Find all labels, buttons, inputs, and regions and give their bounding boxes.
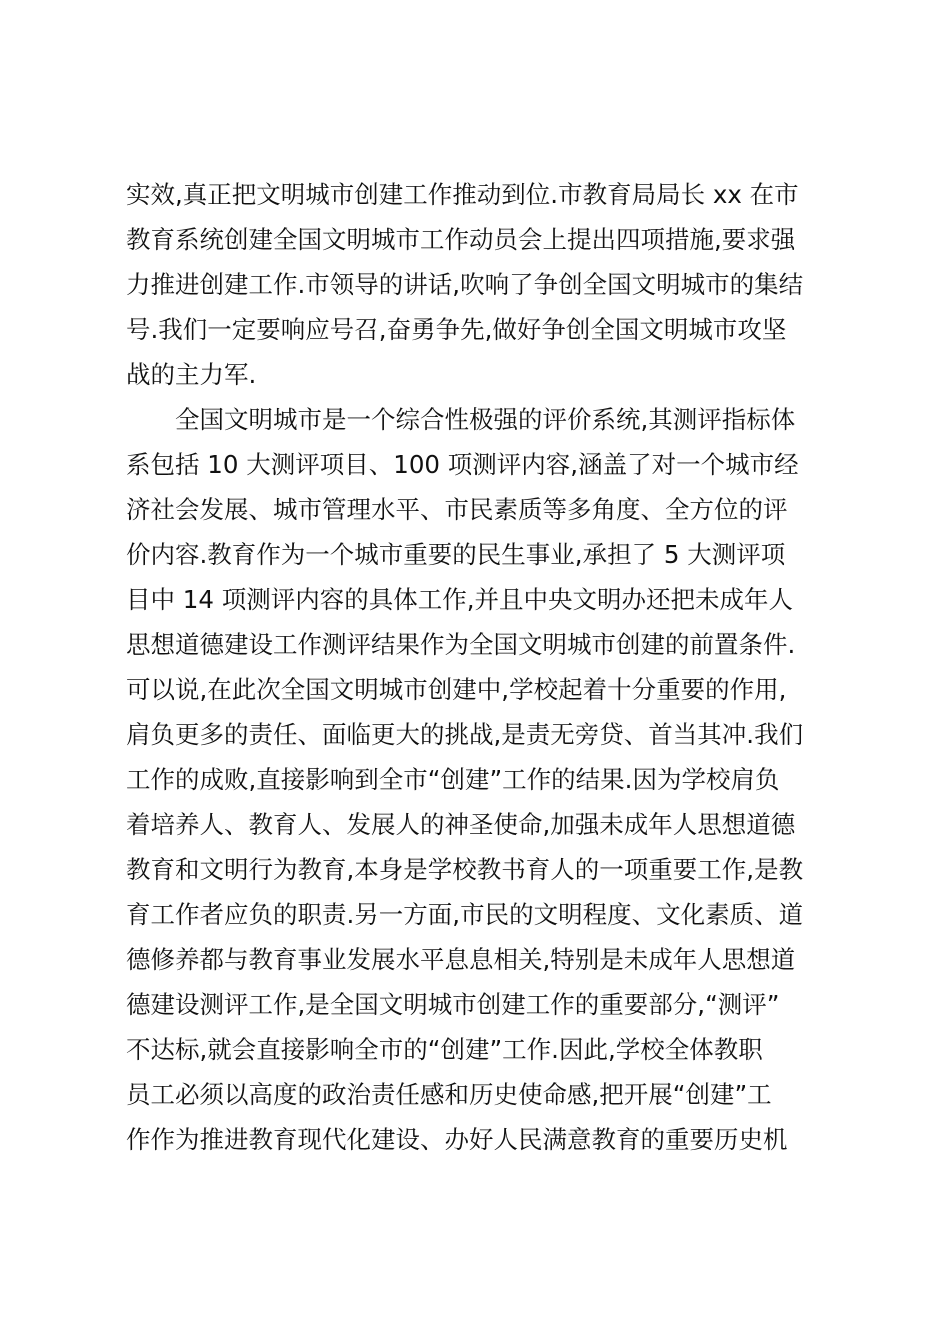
text-line: 战的主力军. bbox=[126, 360, 257, 389]
text-line: 济社会发展、城市管理水平、市民素质等多角度、全方位的评 bbox=[126, 495, 788, 524]
text-line: 着培养人、教育人、发展人的神圣使命,加强未成年人思想道德 bbox=[126, 810, 796, 839]
body-text bbox=[126, 172, 846, 1162]
text-line: 作作为推进教育现代化建设、办好人民满意教育的重要历史机 bbox=[126, 1125, 788, 1154]
text-line: 价内容.教育作为一个城市重要的民生事业,承担了 5 大测评项 bbox=[126, 540, 786, 569]
text-line: 教育系统创建全国文明城市工作动员会上提出四项措施,要求强 bbox=[126, 225, 796, 254]
text-line: 力推进创建工作.市领导的讲话,吹响了争创全国文明城市的集结 bbox=[126, 270, 804, 299]
text-line: 不达标,就会直接影响全市的“创建”工作.因此,学校全体教职 bbox=[126, 1035, 763, 1064]
text-line: 实效,真正把文明城市创建工作推动到位.市教育局局长 xx 在市 bbox=[126, 180, 799, 209]
text-line: 工作的成败,直接影响到全市“创建”工作的结果.因为学校肩负 bbox=[126, 765, 780, 794]
text-line: 育工作者应负的职责.另一方面,市民的文明程度、文化素质、道 bbox=[126, 900, 804, 929]
text-line: 系包括 10 大测评项目、100 项测评内容,涵盖了对一个城市经 bbox=[126, 450, 799, 479]
text-line: 德建设测评工作,是全国文明城市创建工作的重要部分,“测评” bbox=[126, 990, 780, 1019]
text-line: 德修养都与教育事业发展水平息息相关,特别是未成年人思想道 bbox=[126, 945, 796, 974]
text-line: 员工必须以高度的政治责任感和历史使命感,把开展“创建”工 bbox=[126, 1080, 772, 1109]
text-line: 号.我们一定要响应号召,奋勇争先,做好争创全国文明城市攻坚 bbox=[126, 315, 787, 344]
paragraph-start-line: 全国文明城市是一个综合性极强的评价系统,其测评指标体 bbox=[126, 405, 796, 434]
text-line: 可以说,在此次全国文明城市创建中,学校起着十分重要的作用, bbox=[126, 675, 787, 704]
text-line: 教育和文明行为教育,本身是学校教书育人的一项重要工作,是教 bbox=[126, 855, 804, 884]
text-line: 思想道德建设工作测评结果作为全国文明城市创建的前置条件. bbox=[126, 630, 796, 659]
text-line: 目中 14 项测评内容的具体工作,并且中央文明办还把未成年人 bbox=[126, 585, 794, 614]
text-line: 肩负更多的责任、面临更大的挑战,是责无旁贷、首当其冲.我们 bbox=[126, 720, 804, 749]
